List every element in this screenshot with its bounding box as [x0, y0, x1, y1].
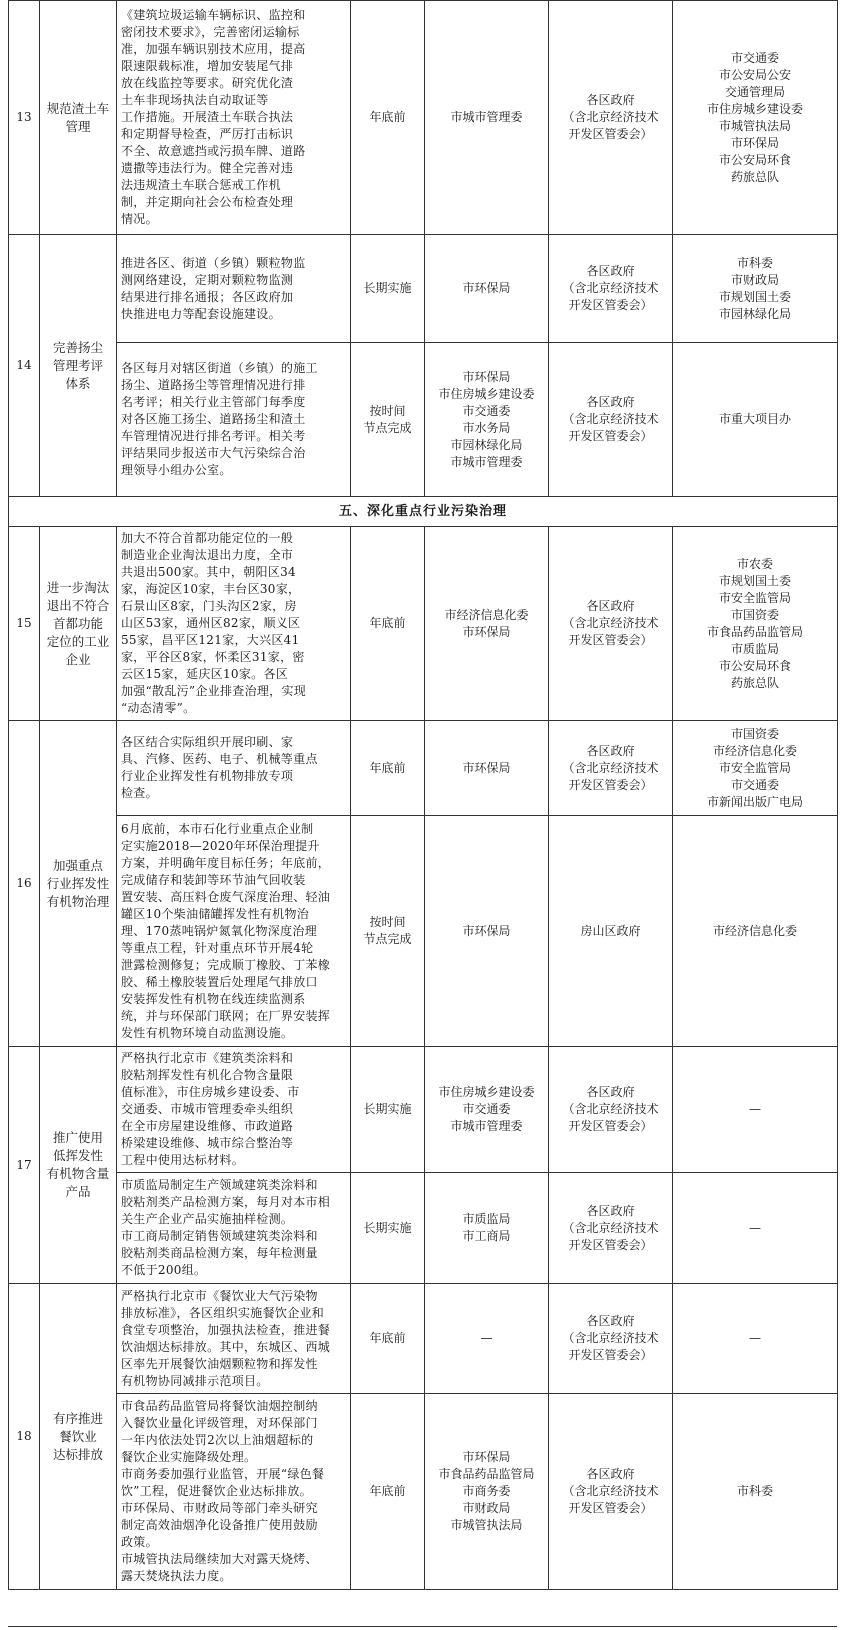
cell-line: 开发区管委会）	[568, 1348, 653, 1362]
task-deadline: 年底前	[351, 527, 425, 721]
cell-line: 市食品药品监管局	[706, 624, 803, 639]
cell-line: 理领导小组办公室。	[121, 463, 232, 477]
cell-line: 车管理情况进行排名考评。相关考	[121, 429, 306, 443]
cell-line: 定位的工业	[46, 633, 110, 649]
task-number: 13	[9, 1, 40, 235]
cell-line: 药旅总队	[730, 675, 779, 690]
cell-line: 开发区管委会）	[568, 298, 653, 312]
lead-unit	[425, 1394, 549, 1590]
cell-line: 市城市管理委	[450, 454, 523, 469]
cell-line: 评结果同步报送市大气污染综合治	[121, 446, 306, 460]
table-row	[9, 235, 838, 343]
cell-line: 密闭技术要求》，完善密闭运输标	[121, 25, 300, 39]
cell-line: 检查。	[121, 786, 158, 800]
cell-line: 开发区管委会）	[568, 429, 653, 443]
cell-line: 市环保局	[730, 135, 779, 150]
cooperating-unit	[673, 1, 838, 235]
cell-line: 测网络建设，定期对颗粒物监测	[121, 272, 294, 287]
task-deadline: 长期实施	[351, 1047, 425, 1173]
cell-line: 市经济信息化委	[712, 743, 797, 758]
document-page	[8, 0, 837, 1630]
cell-line: 市交通委	[462, 403, 511, 418]
cell-line: 饮”工程，促进餐饮企业达标排放。	[121, 1484, 312, 1498]
cell-line: 统，并与环保部门联网；在厂界安装挥	[121, 1008, 331, 1023]
cell-line: 市规划国土委	[718, 289, 791, 304]
cell-line: 在全市房屋建设维修、市政道路	[121, 1119, 294, 1133]
cell-line: 市农委	[736, 556, 773, 571]
cell-line: 市城管执法局	[718, 118, 791, 133]
cell-line: 准，加强车辆识别技术应用，提高	[121, 42, 306, 56]
cell-line: 共退出500家。其中，朝阳区34	[121, 565, 296, 579]
task-item	[40, 1047, 117, 1284]
cell-line: 对各区施工扬尘、道路扬尘和渣土	[121, 412, 306, 426]
task-deadline: 长期实施	[351, 235, 425, 343]
task-number: 15	[9, 527, 40, 721]
cell-line: 开发区管委会）	[568, 633, 653, 647]
responsible-unit	[549, 1394, 673, 1590]
table-row	[9, 1394, 838, 1590]
cell-line: 节点完成	[363, 420, 412, 435]
cell-line: 制造业企业淘汰退出力度，全市	[121, 548, 294, 562]
cell-line: 市安全监管局	[718, 590, 791, 605]
task-content	[117, 1394, 351, 1590]
cell-line: 情况。	[121, 212, 158, 226]
cell-line: 和定期督导检查，严厉打击标识	[121, 127, 294, 141]
cell-line: 露天焚烧执法力度。	[121, 1569, 232, 1583]
cell-line: 55家，昌平区121家，大兴区41	[121, 633, 300, 647]
cell-line: （含北京经济技术	[562, 616, 659, 630]
task-item	[40, 235, 117, 497]
cell-line: 推进各区、街道（乡镇）颗粒物监	[121, 255, 306, 270]
cell-line: —	[480, 1331, 493, 1345]
table-row	[9, 816, 838, 1047]
cell-line: 值标准》，市住房城乡建设委、市	[121, 1085, 300, 1099]
cell-line: 饮油烟达标排放。其中，东城区、西城	[121, 1339, 331, 1354]
lead-unit	[425, 1284, 549, 1394]
cell-line: 各区政府	[586, 395, 635, 409]
cell-line: 加强重点	[52, 857, 103, 873]
cell-line: 胶粘剂类商品检测方案，每年检测量	[121, 1246, 318, 1260]
cell-line: 市商务委	[462, 1484, 511, 1498]
cell-line: 土车非现场执法自动取证等	[121, 93, 269, 107]
cooperating-unit	[673, 1047, 838, 1173]
task-number: 17	[9, 1047, 40, 1284]
cell-line: 市科委	[736, 1484, 773, 1498]
lead-unit	[425, 235, 549, 343]
responsible-unit	[549, 816, 673, 1047]
cell-line: 各区每月对辖区街道（乡镇）的施工	[121, 361, 318, 375]
cell-line: 市质监局	[462, 1212, 511, 1226]
cell-line: 加大不符合首都功能定位的一般	[121, 531, 294, 545]
cell-line: （含北京经济技术	[562, 110, 659, 124]
cell-line: 市环保局	[462, 624, 511, 639]
cell-line: 胶粘剂类产品检测方案，每月对本市相	[121, 1195, 331, 1209]
cell-line: 有机物含量	[46, 1166, 110, 1181]
cell-line: 各区政府	[586, 93, 635, 107]
cell-line: 按时间	[369, 403, 406, 418]
cell-line: 开发区管委会）	[568, 127, 653, 141]
cell-line: 限速限载标准，增加安装尾气排	[121, 59, 294, 73]
section-title: 五、深化重点行业污染治理	[9, 497, 838, 527]
cell-line: 市环保局	[462, 1450, 511, 1464]
cell-line: 市环保局、市财政局等部门牵头研究	[121, 1501, 318, 1515]
cell-line: 有机物治理	[46, 893, 110, 909]
cell-line: 不低于200组。	[121, 1263, 207, 1277]
cell-line: 按时间	[369, 915, 406, 929]
cell-line: 定实施2018—2020年环保治理提升	[121, 838, 320, 853]
cell-line: 市规划国土委	[718, 573, 791, 588]
cell-line: 行业挥发性	[46, 875, 110, 891]
table-row	[9, 527, 838, 721]
cell-line: 低挥发性	[52, 1148, 103, 1163]
responsible-unit	[549, 1047, 673, 1173]
cell-line: 市国资委	[730, 726, 779, 741]
table-row	[9, 721, 838, 816]
cell-line: 开发区管委会）	[568, 1237, 653, 1252]
cell-line: 房山区政府	[580, 923, 641, 938]
cell-line: （含北京经济技术	[562, 281, 659, 295]
section-row	[9, 497, 838, 527]
cell-line: 各区政府	[586, 1203, 635, 1218]
task-content	[117, 343, 351, 497]
task-content	[117, 235, 351, 343]
cell-line: 市安全监管局	[718, 760, 791, 775]
cooperating-unit	[673, 343, 838, 497]
cell-line: 市公安局环食	[718, 152, 791, 167]
cell-line: 市财政局	[462, 1501, 511, 1515]
cell-line: 市水务局	[462, 420, 511, 435]
cell-line: 工作措施。开展渣土车联合执法	[121, 110, 294, 124]
task-number: 14	[9, 235, 40, 497]
cell-line: 市新闻出版广电局	[706, 794, 803, 809]
cell-line: 制定高效油烟净化设备推广使用鼓励	[121, 1518, 318, 1532]
cell-line: —	[749, 1331, 761, 1345]
cell-line: “动态清零”。	[121, 701, 196, 715]
cell-line: 制，并定期向社会公布检查处理	[121, 195, 294, 209]
cell-line: 名考评；相关行业主管部门每季度	[121, 395, 306, 409]
cell-line: 法违规渣土车联合惩戒工作机	[121, 178, 281, 192]
cell-line: 《建筑垃圾运输车辆标识、监控和	[121, 8, 306, 22]
cell-line: 置安装、高压料仓废气深度治理、轻油	[121, 889, 331, 904]
cell-line: 交通委、市城市管理委牵头组织	[121, 1102, 294, 1116]
cell-line: 云区15家，延庆区10家。各区	[121, 667, 289, 681]
cell-line: 节点完成	[363, 932, 412, 946]
page-bottom-rule	[8, 1626, 837, 1627]
cell-line: 市公安局公安	[718, 67, 791, 82]
cell-line: （含北京经济技术	[562, 1102, 659, 1116]
lead-unit	[425, 1173, 549, 1284]
cell-line: 市食品药品监管局	[438, 1467, 535, 1481]
cell-line: 市城管执法局	[450, 1518, 523, 1532]
task-content	[117, 816, 351, 1047]
cell-line: 管理考评	[52, 357, 103, 373]
responsible-unit	[549, 235, 673, 343]
cell-line: 产品	[65, 1184, 91, 1199]
cell-line: 6月底前，本市石化行业重点企业制	[121, 821, 314, 836]
cell-line: 工程中使用达标材料。	[121, 1153, 245, 1167]
task-deadline: 年底前	[351, 1, 425, 235]
cell-line: 市科委	[736, 255, 773, 270]
task-content	[117, 1284, 351, 1394]
cell-line: 市工商局制定销售领域建筑类涂料和	[121, 1229, 318, 1243]
lead-unit	[425, 816, 549, 1047]
cooperating-unit	[673, 1173, 838, 1284]
cell-line: 市经济信息化委	[712, 923, 797, 938]
cell-line: 家，平谷区8家，怀柔区31家，密	[121, 650, 305, 664]
cell-line: 有序推进	[52, 1410, 103, 1426]
cell-line: 首都功能	[52, 615, 103, 631]
lead-unit	[425, 1, 549, 235]
cell-line: 市交通委	[730, 50, 779, 65]
cell-line: 严格执行北京市《餐饮业大气污染物	[121, 1288, 318, 1303]
task-deadline: 年底前	[351, 1284, 425, 1394]
cell-line: 快推进电力等配套设施建设。	[121, 306, 281, 321]
cell-line: 退出不符合	[46, 597, 110, 613]
cell-line: （含北京经济技术	[562, 1220, 659, 1235]
cell-line: 开发区管委会）	[568, 777, 653, 792]
responsible-unit	[549, 721, 673, 816]
table-row	[9, 1047, 838, 1173]
cell-line: 桥梁建设维修、城市综合整治等	[121, 1136, 294, 1150]
cell-line: 市重大项目办	[718, 412, 791, 426]
cell-line: 胶、稀土橡胶装置后处理尾气排放口	[121, 974, 318, 989]
cell-line: 开发区管委会）	[568, 1119, 653, 1133]
responsible-unit	[549, 343, 673, 497]
cell-line: 遗撒等违法行为。健全完善对违	[121, 161, 294, 175]
cell-line: 市经济信息化委	[444, 607, 529, 622]
task-number: 18	[9, 1284, 40, 1590]
cell-line: 各区政府	[586, 743, 635, 758]
lead-unit	[425, 1047, 549, 1173]
cell-line: 市国资委	[730, 607, 779, 622]
cell-line: 加强“散乱污”企业排查治理，实现	[121, 684, 307, 698]
cooperating-unit	[673, 1394, 838, 1590]
responsible-unit	[549, 1284, 673, 1394]
cell-line: 企业	[65, 651, 91, 667]
cell-line: 达标排放	[52, 1446, 103, 1462]
cell-line: 推广使用	[52, 1130, 103, 1145]
task-deadline	[351, 343, 425, 497]
cell-line: 市交通委	[730, 777, 779, 792]
cell-line: 方案，并明确年度目标任务；年底前，	[121, 855, 331, 870]
cell-line: 市住房城乡建设委	[438, 1085, 535, 1099]
cell-line: —	[749, 1220, 761, 1235]
cell-line: 排放标准》，各区组织实施餐饮企业和	[121, 1305, 325, 1320]
cell-line: 药旅总队	[730, 169, 779, 184]
lead-unit	[425, 343, 549, 497]
cell-line: 市城市管理委	[450, 1119, 523, 1133]
task-deadline: 年底前	[351, 1394, 425, 1590]
lead-unit	[425, 721, 549, 816]
cell-line: 政策。	[121, 1535, 158, 1549]
task-item	[40, 527, 117, 721]
cell-line: 行业企业挥发性有机物排放专项	[121, 769, 294, 783]
cell-line: 市质监局制定生产领域建筑类涂料和	[121, 1178, 318, 1192]
cell-line: 市质监局	[730, 641, 779, 656]
cell-line: 市环保局	[462, 281, 511, 295]
cooperating-unit	[673, 1284, 838, 1394]
cell-line: 家，海淀区10家，丰台区30家，	[121, 582, 301, 596]
cell-line: 市商务委加强行业监管，开展“绿色餐	[121, 1467, 325, 1481]
cell-line: 市食品药品监管局将餐饮油烟控制纳	[121, 1399, 318, 1413]
cell-line: 各区政府	[586, 1085, 635, 1099]
table-row	[9, 343, 838, 497]
cell-line: 餐饮业	[59, 1428, 97, 1444]
cell-line: 安装挥发性有机物在线连续监测系	[121, 991, 306, 1006]
task-content	[117, 1047, 351, 1173]
cell-line: 市城市管理委	[450, 110, 523, 124]
cell-line: 各区政府	[586, 1467, 635, 1481]
cell-line: （含北京经济技术	[562, 1331, 659, 1345]
cell-line: 罐区10个柴油储罐挥发性有机物治	[121, 906, 310, 921]
cell-line: （含北京经济技术	[562, 760, 659, 775]
cell-line: 完善扬尘	[52, 339, 103, 355]
cell-line: 市财政局	[730, 272, 779, 287]
table-row	[9, 1, 838, 235]
cell-line: 结果进行排名通报；各区政府加	[121, 289, 294, 304]
cell-line: 胶粘剂挥发性有机化合物含量限	[121, 1068, 294, 1082]
task-content	[117, 527, 351, 721]
cell-line: 严格执行北京市《建筑类涂料和	[121, 1051, 294, 1065]
table-row	[9, 1173, 838, 1284]
cell-line: 放在线监控等要求。研究优化渣	[121, 76, 294, 90]
cell-line: 交通管理局	[724, 84, 785, 99]
task-content	[117, 1173, 351, 1284]
cell-line: 石景山区8家，门头沟区2家，房	[121, 599, 297, 613]
cell-line: 市住房城乡建设委	[706, 101, 803, 116]
cell-line: 山区53家，通州区82家，顺义区	[121, 616, 301, 630]
cell-line: 市工商局	[462, 1229, 511, 1243]
cell-line: 区率先开展餐饮油烟颗粒物和挥发性	[121, 1356, 318, 1371]
cell-line: 入餐饮业量化评级管理，对环保部门	[121, 1416, 318, 1430]
cell-line: 市城管执法局继续加大对露天烧烤、	[121, 1552, 318, 1566]
cell-line: 扬尘、道路扬尘等管理情况进行排	[121, 378, 306, 392]
task-content	[117, 721, 351, 816]
cooperating-unit	[673, 235, 838, 343]
cell-line: 完成储存和装卸等环节油气回收装	[121, 872, 306, 887]
table-row	[9, 1284, 838, 1394]
task-deadline	[351, 816, 425, 1047]
cell-line: 各区政府	[586, 599, 635, 613]
cell-line: 市园林绿化局	[718, 306, 791, 321]
task-content	[117, 1, 351, 235]
cell-line: 泄露检测修复；完成顺丁橡胶、丁苯橡	[121, 957, 331, 972]
responsible-unit	[549, 1, 673, 235]
cell-line: 体系	[65, 375, 91, 391]
cell-line: （含北京经济技术	[562, 412, 659, 426]
cell-line: 市园林绿化局	[450, 437, 523, 452]
cooperating-unit	[673, 816, 838, 1047]
cell-line: 理、170蒸吨锅炉氮氧化物深度治理	[121, 923, 318, 938]
responsible-unit	[549, 1173, 673, 1284]
task-item: 规范渣土车管理	[40, 1, 117, 235]
cell-line: 进一步淘汰	[46, 579, 110, 595]
responsible-unit	[549, 527, 673, 721]
cell-line: 不全、故意遮挡或污损车牌、道路	[121, 144, 306, 158]
cell-line: 具、汽修、医药、电子、机械等重点	[121, 752, 318, 766]
task-deadline: 年底前	[351, 721, 425, 816]
cell-line: 开发区管委会）	[568, 1501, 653, 1515]
task-deadline: 长期实施	[351, 1173, 425, 1284]
cell-line: 市环保局	[462, 369, 511, 384]
cell-line: —	[749, 1102, 761, 1116]
task-number: 16	[9, 721, 40, 1047]
cooperating-unit	[673, 527, 838, 721]
cell-line: 各区结合实际组织开展印刷、家	[121, 735, 294, 749]
cell-line: （含北京经济技术	[562, 1484, 659, 1498]
lead-unit	[425, 527, 549, 721]
cell-line: 有机物协同减排示范项目。	[121, 1373, 269, 1388]
cell-line: 食堂专项整治，加强执法检查，推进餐	[121, 1322, 331, 1337]
cell-line: 各区政府	[586, 264, 635, 278]
cooperating-unit	[673, 721, 838, 816]
task-table	[8, 0, 838, 1590]
cell-line: 发性有机物环境自动监测设施。	[121, 1025, 294, 1040]
cell-line: 餐饮企业实施降级处理。	[121, 1450, 257, 1464]
cell-line: 市公安局环食	[718, 658, 791, 673]
cell-line: 市交通委	[462, 1102, 511, 1116]
task-item	[40, 721, 117, 1047]
cell-line: 关生产企业产品实施抽样检测。	[121, 1212, 294, 1226]
task-item	[40, 1284, 117, 1590]
cell-line: 等重点工程，针对重点环节开展4轮	[121, 940, 314, 955]
cell-line: 市住房城乡建设委	[438, 386, 535, 401]
cell-line: 市环保局	[462, 923, 511, 938]
cell-line: 一年内依法处罚2次以上油烟超标的	[121, 1433, 314, 1447]
cell-line: 各区政府	[586, 1314, 635, 1328]
cell-line: 市环保局	[462, 760, 511, 775]
